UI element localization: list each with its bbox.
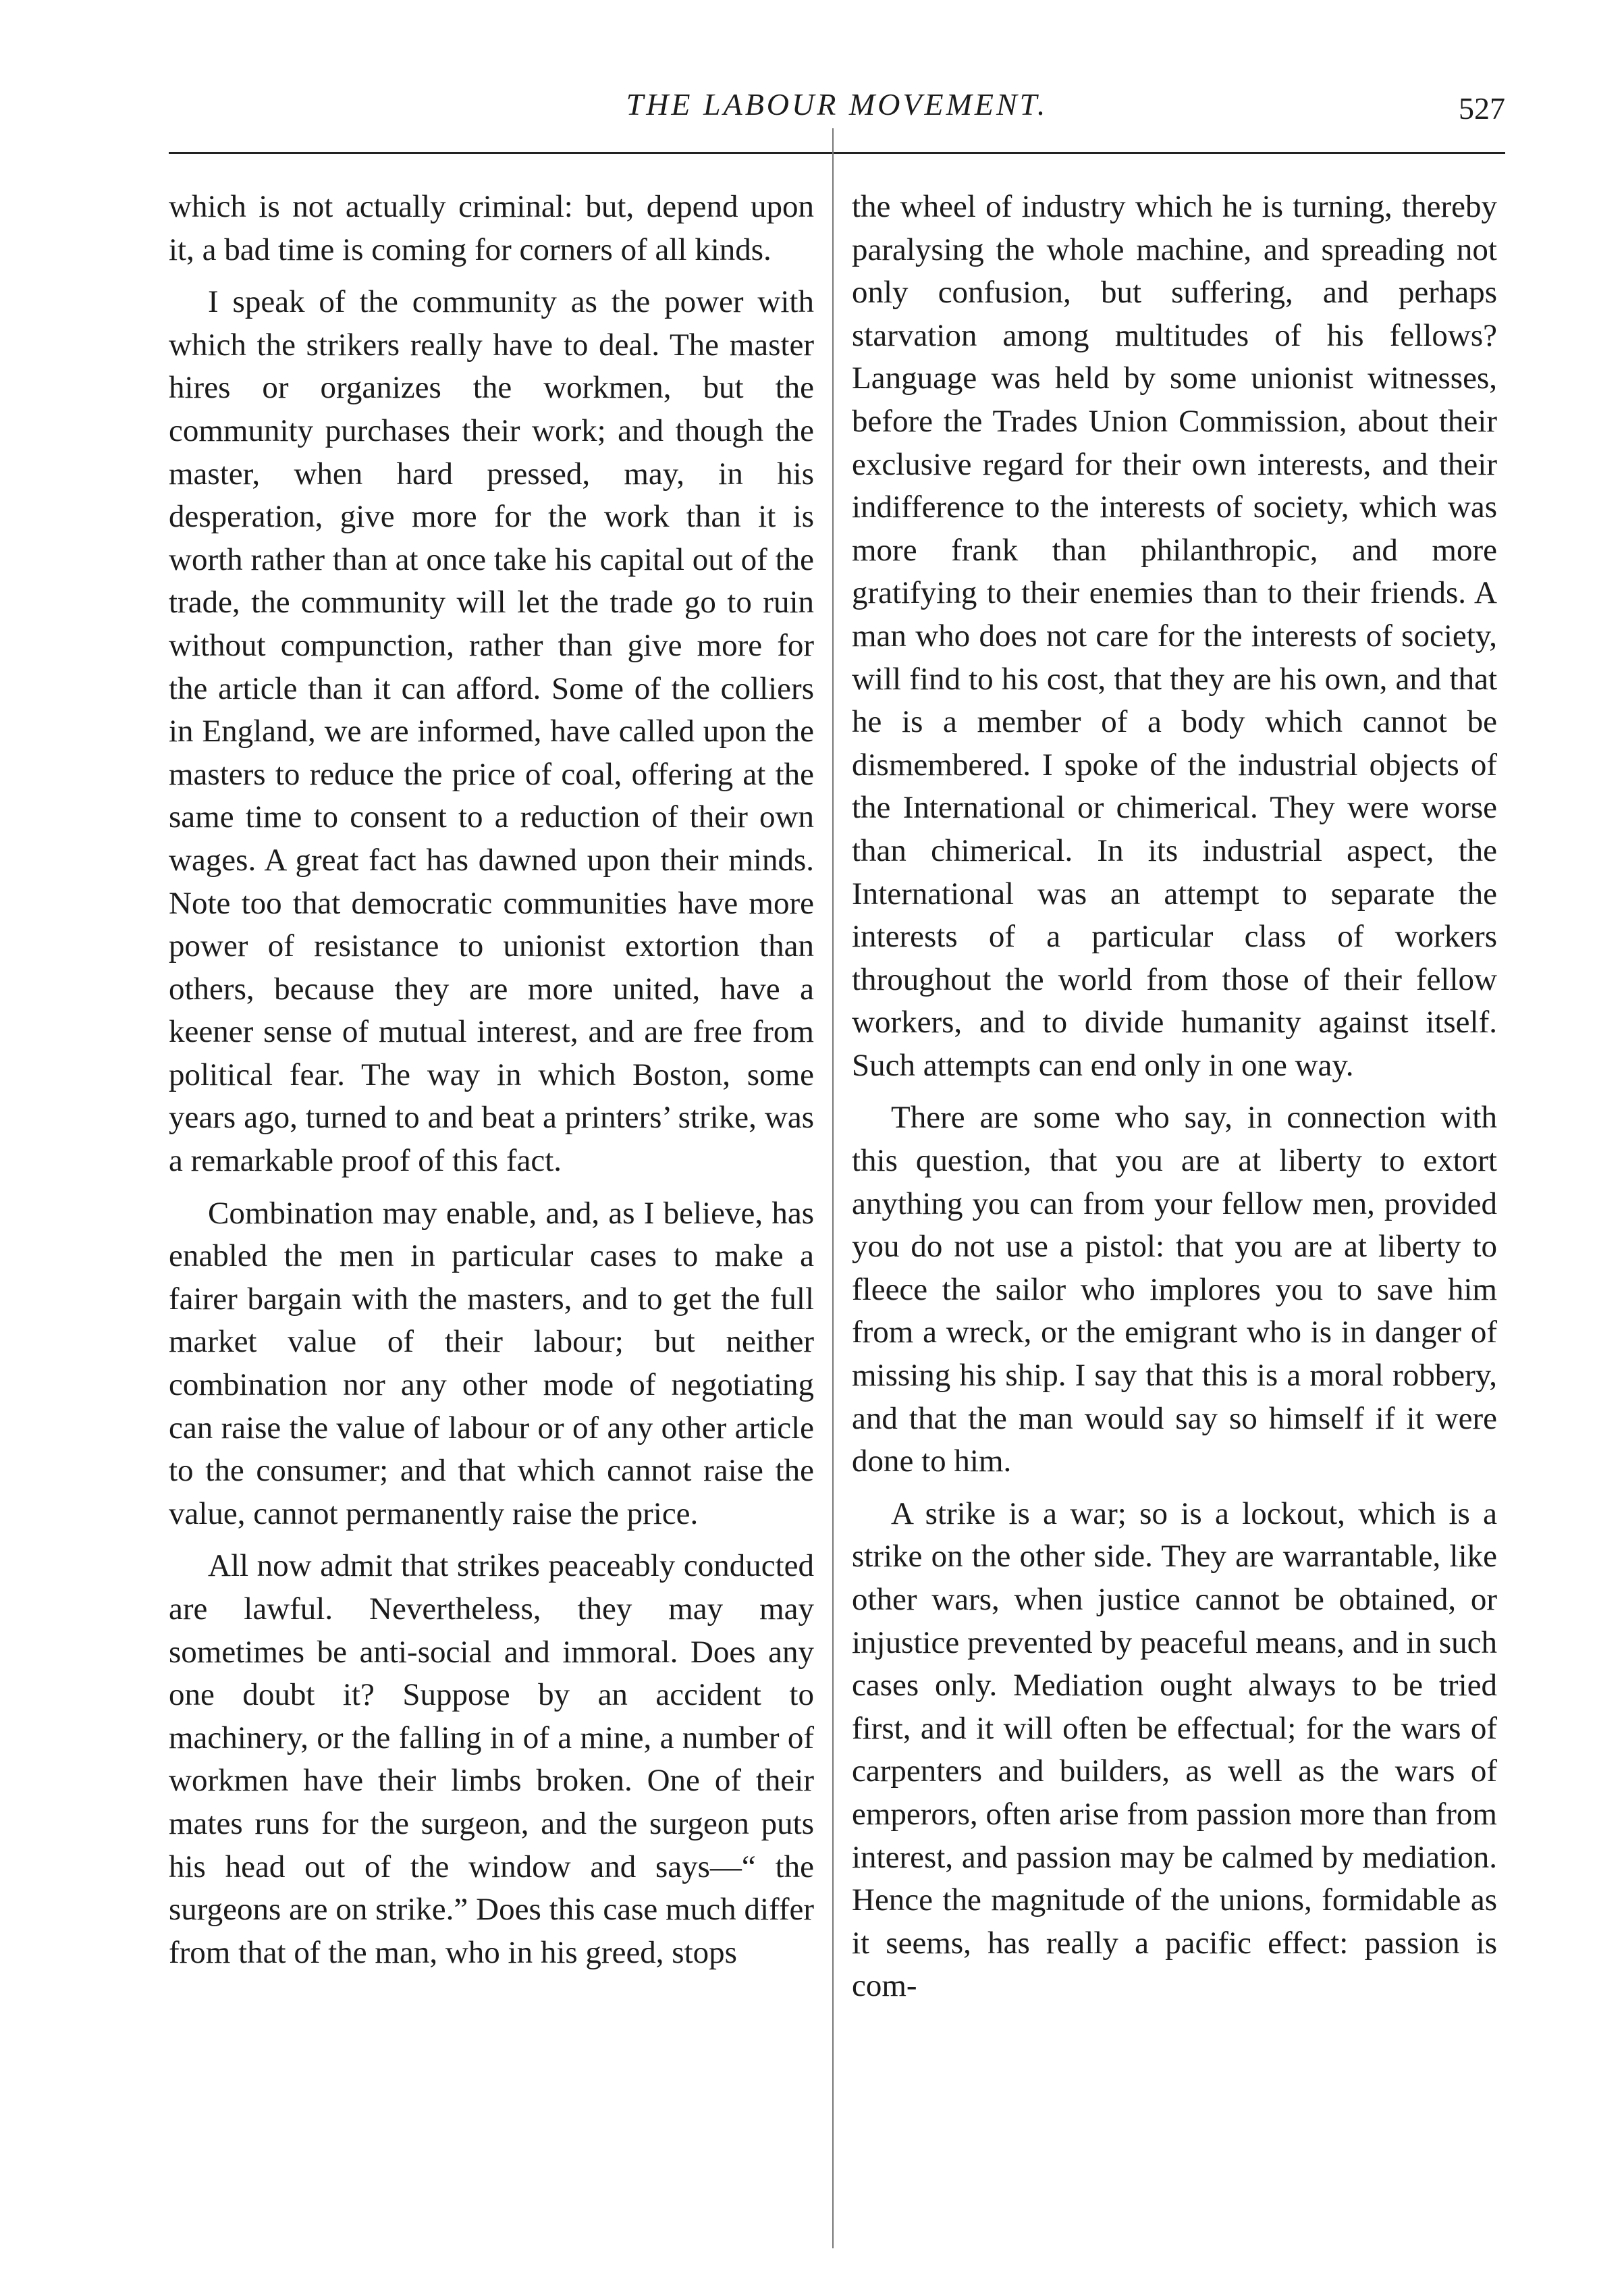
paragraph: All now admit that strikes peaceably conducted are lawful. Nevertheless, they may may sometimes be anti-social and immoral. Does any one doubt it? Suppose by an accident to machinery, or the falling in of a mine, a number of workmen have their limbs broken. One of their mates runs for the surgeon, and the surgeon puts his head out of the window and says—“ the surgeons are on strike.” Does this case much differ from that of the man, who in his greed, stops (169, 1548, 814, 1970)
paragraph: Combination may enable, and, as I believe, has enabled the men in particular cases to make a fairer bargain with the masters, and to get the full market value of their labour; but neither combination nor any other mode of negotiating can raise the value of labour or of any other article to the consumer; and that which cannot raise the value, cannot permanently raise the price. (169, 1195, 814, 1531)
paragraph: A strike is a war; so is a lockout, which is a strike on the other side. They are warrantable, like other wars, when justice cannot be obtained, or injustice prevented by peaceful means, and in such cases only. Mediation ought always to be tried first, and it will often be effectual; for the wars of carpenters and builders, as well as the wars of emperors, often arise from passion more than from interest, and passion may be calmed by mediation. Hence the magnitude of the unions, formidable as it seems, has really a pacific effect: passion is com- (852, 1496, 1497, 2004)
right-column (852, 186, 1497, 2017)
left-column (169, 186, 814, 1984)
column-divider (832, 128, 834, 2248)
page-number: 527 (1459, 91, 1505, 126)
running-head (169, 81, 1505, 145)
paragraph: I speak of the community as the power with which the strikers really have to deal. The master hires or organizes the workmen, but the community purchases their work; and though the master, when hard pressed, may, in his desperation, give more for the work than it is worth rather than at once take his capital out of the trade, the community will let the trade go to ruin without compunction, rather than give more for the article than it can afford. Some of the colliers in England, we are informed, have called upon the masters to reduce the price of coal, offering at the same time to consent to a reduction of their own wages. A great fact has dawned upon their minds. Note too that democratic communities have more power of resistance to unionist extortion than others, because they are more united, have a keener sense of mutual interest, and are free from political fear. The way in which Boston, some years ago, turned to and beat a printers’ strike, was a remarkable proof of this fact. (169, 284, 814, 1179)
paragraph: There are some who say, in connection with this question, that you are at liberty to extort anything you can from your fellow men, provided you do not use a pistol: that you are at liberty to fleece the sailor who implores you to save him from a wreck, or the emigrant who is in danger of missing his ship. I say that this is a moral robbery, and that the man would say so himself if it were done to him. (852, 1100, 1497, 1479)
paragraph: which is not actually criminal: but, depend upon it, a bad time is coming for corners of all kinds. (169, 189, 814, 267)
paragraph: the wheel of industry which he is turning, thereby paralysing the whole machine, and spreading not only confusion, but suffering, and perhaps starvation among multitudes of his fellows? Language was held by some unionist witnesses, before the Trades Union Commission, about their exclusive regard for their own interests, and their indifference to the interests of society, which was more frank than philanthropic, and more gratifying to their enemies than to their friends. A man who does not care for the interests of society, will find to his cost, that they are his own, and that he is a member of a body which cannot be dismembered. I spoke of the industrial objects of the International or chimerical. They were worse than chimerical. In its industrial aspect, the International was an attempt to separate the interests of a particular class of workers throughout the world from those of their fellow workers, and to divide humanity against itself. Such attempts can end only in one way. (852, 189, 1497, 1083)
running-title: THE LABOUR MOVEMENT. (626, 87, 1048, 122)
header-rule (169, 152, 1505, 154)
